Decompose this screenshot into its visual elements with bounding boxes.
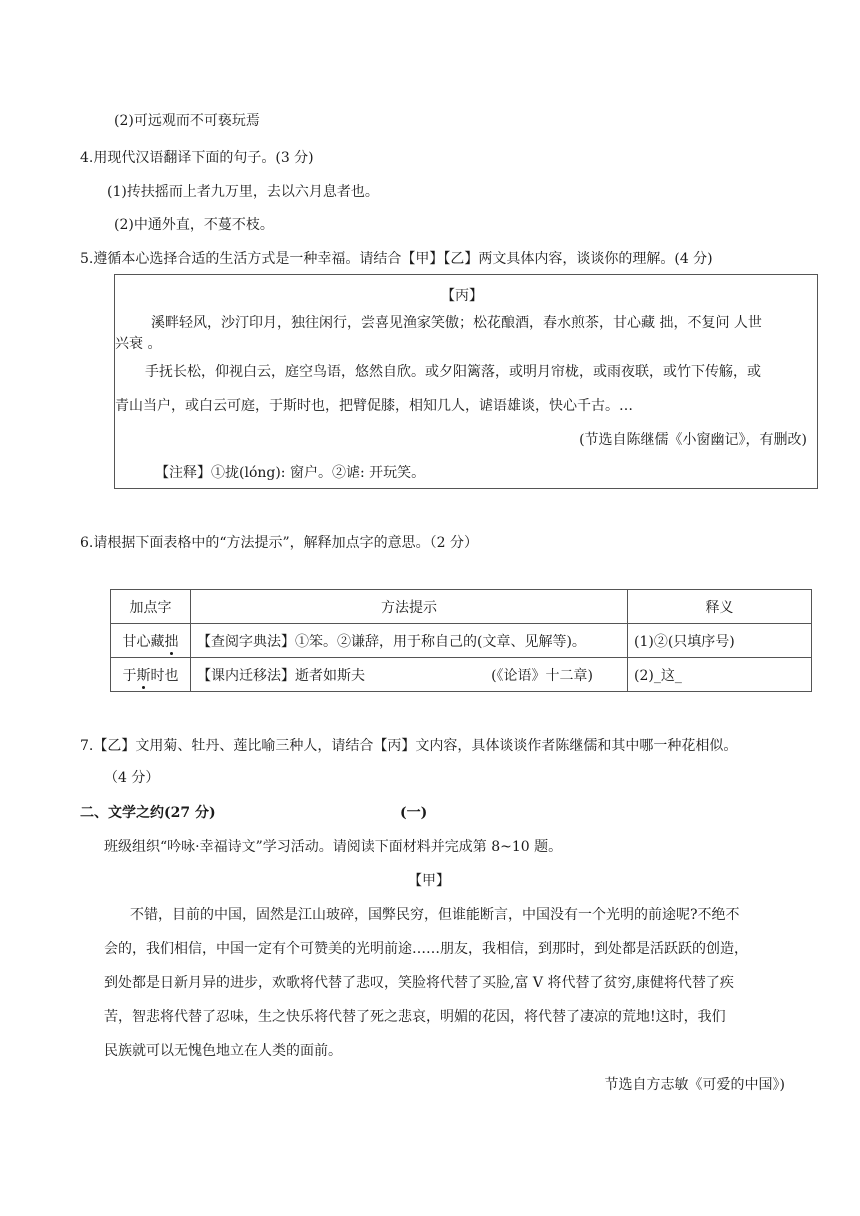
q4-sentence-2: (2)中通外直，不蔓不枝。 (114, 217, 274, 233)
q5-title: 5.遵循本心选择合适的生活方式是一种幸福。请结合【甲】【乙】两文具体内容，谈谈你的理解。(4 分) (80, 251, 713, 267)
jia-line-2: 会的，我们相信，中国一定有个可赞美的光明前途……朋友，我相信，到那时，到处都是活跃跃的创造， (104, 941, 748, 957)
row-word: 于斯时也 (111, 658, 191, 692)
table-row (111, 658, 812, 692)
q4-sentence-1: (1)抟扶摇而上者九万里，去以六月息者也。 (107, 184, 379, 200)
passage-bing-box (114, 274, 818, 489)
bing-paragraph-1-line-1: 溪畔轻风，沙汀印月，独往闲行，尝喜见渔家笑傲；松花酿酒，春水煎茶，甘心藏 拙，不复问 人世 (151, 315, 762, 331)
row-word: 甘心藏拙 (111, 624, 191, 658)
bing-paragraph-1-line-2: 兴衰 。 (115, 336, 162, 352)
header-meaning: 释义 (628, 590, 812, 624)
jia-source: 节选自方志敏《可爱的中国》) (604, 1077, 785, 1093)
jia-line-3: 到处都是日新月异的进步，欢歌将代替了悲叹，笑脸将代替了买脸,富 V 将代替了贫穷,康健将代替了疾 (104, 975, 734, 991)
bing-source: (节选自陈继儒《小窗幽记》，有删改) (579, 432, 807, 448)
q3-item-2: (2)可远观而不可亵玩焉 (114, 113, 260, 129)
section-2-intro: 班级组织“吟咏·幸福诗文”学习活动。请阅读下面材料并完成第 8~10 题。 (104, 839, 563, 855)
jia-heading: 【甲】 (408, 873, 450, 889)
q4-title: 4.用现代汉语翻译下面的句子。(3 分) (80, 150, 314, 166)
header-word: 加点字 (111, 590, 191, 624)
bing-paragraph-2-line-1: 手抚长松，仰视白云，庭空鸟语，悠然自欣。或夕阳篱落，或明月帘栊，或雨夜联，或竹下传觞，或 (145, 364, 761, 380)
row-method: 【查阅字典法】①笨。②谦辞，用于称自己的(文章、见解等)。 (191, 624, 628, 658)
method-text: 【课内迁移法】逝者如斯夫 (197, 667, 365, 684)
dotted-char: 斯 (136, 667, 151, 684)
section-2-part: (一) (400, 805, 428, 821)
row-method (191, 658, 628, 692)
q7-line-1: 7.【乙】文用菊、牡丹、莲比喻三种人，请结合【丙】文内容，具体谈谈作者陈继儒和其中哪一种花相似。 (80, 738, 738, 754)
row-answer: (1)②(只填序号) (628, 624, 812, 658)
dotted-char: 拙 (164, 633, 179, 650)
method-ref: (《论语》十二章) (491, 667, 593, 684)
q6-title: 6.请根据下面表格中的“方法提示”，解释加点字的意思。（2 分） (80, 535, 479, 551)
bing-note: 【注释】①拢(lóng): 窗户。②谑: 开玩笑。 (155, 465, 426, 481)
table-header-row (111, 590, 812, 624)
jia-line-1: 不错，目前的中国，固然是江山玻碎，国弊民穷，但谁能断言，中国没有一个光明的前途呢?不绝不 (130, 907, 740, 923)
jia-line-4: 苦，智悲将代替了忍味，生之快乐将代替了死之悲哀，明媚的花因，将代替了凄凉的荒地!这时，我们 (104, 1009, 726, 1025)
section-2-title: 二、文学之约(27 分) (80, 805, 216, 821)
q6-table (110, 589, 812, 692)
header-method: 方法提示 (191, 590, 628, 624)
table-row (111, 624, 812, 658)
row-answer: (2)_这_ (628, 658, 812, 692)
jia-line-5: 民族就可以无愧色地立在人类的面前。 (104, 1043, 342, 1059)
q7-line-2: （4 分） (104, 770, 160, 786)
bing-paragraph-2-line-2: 青山当户，或白云可庭，于斯时也，把臂促膝，相知几人，谑语雄谈，快心千古。… (115, 398, 633, 414)
bing-heading: 【丙】 (441, 288, 483, 304)
